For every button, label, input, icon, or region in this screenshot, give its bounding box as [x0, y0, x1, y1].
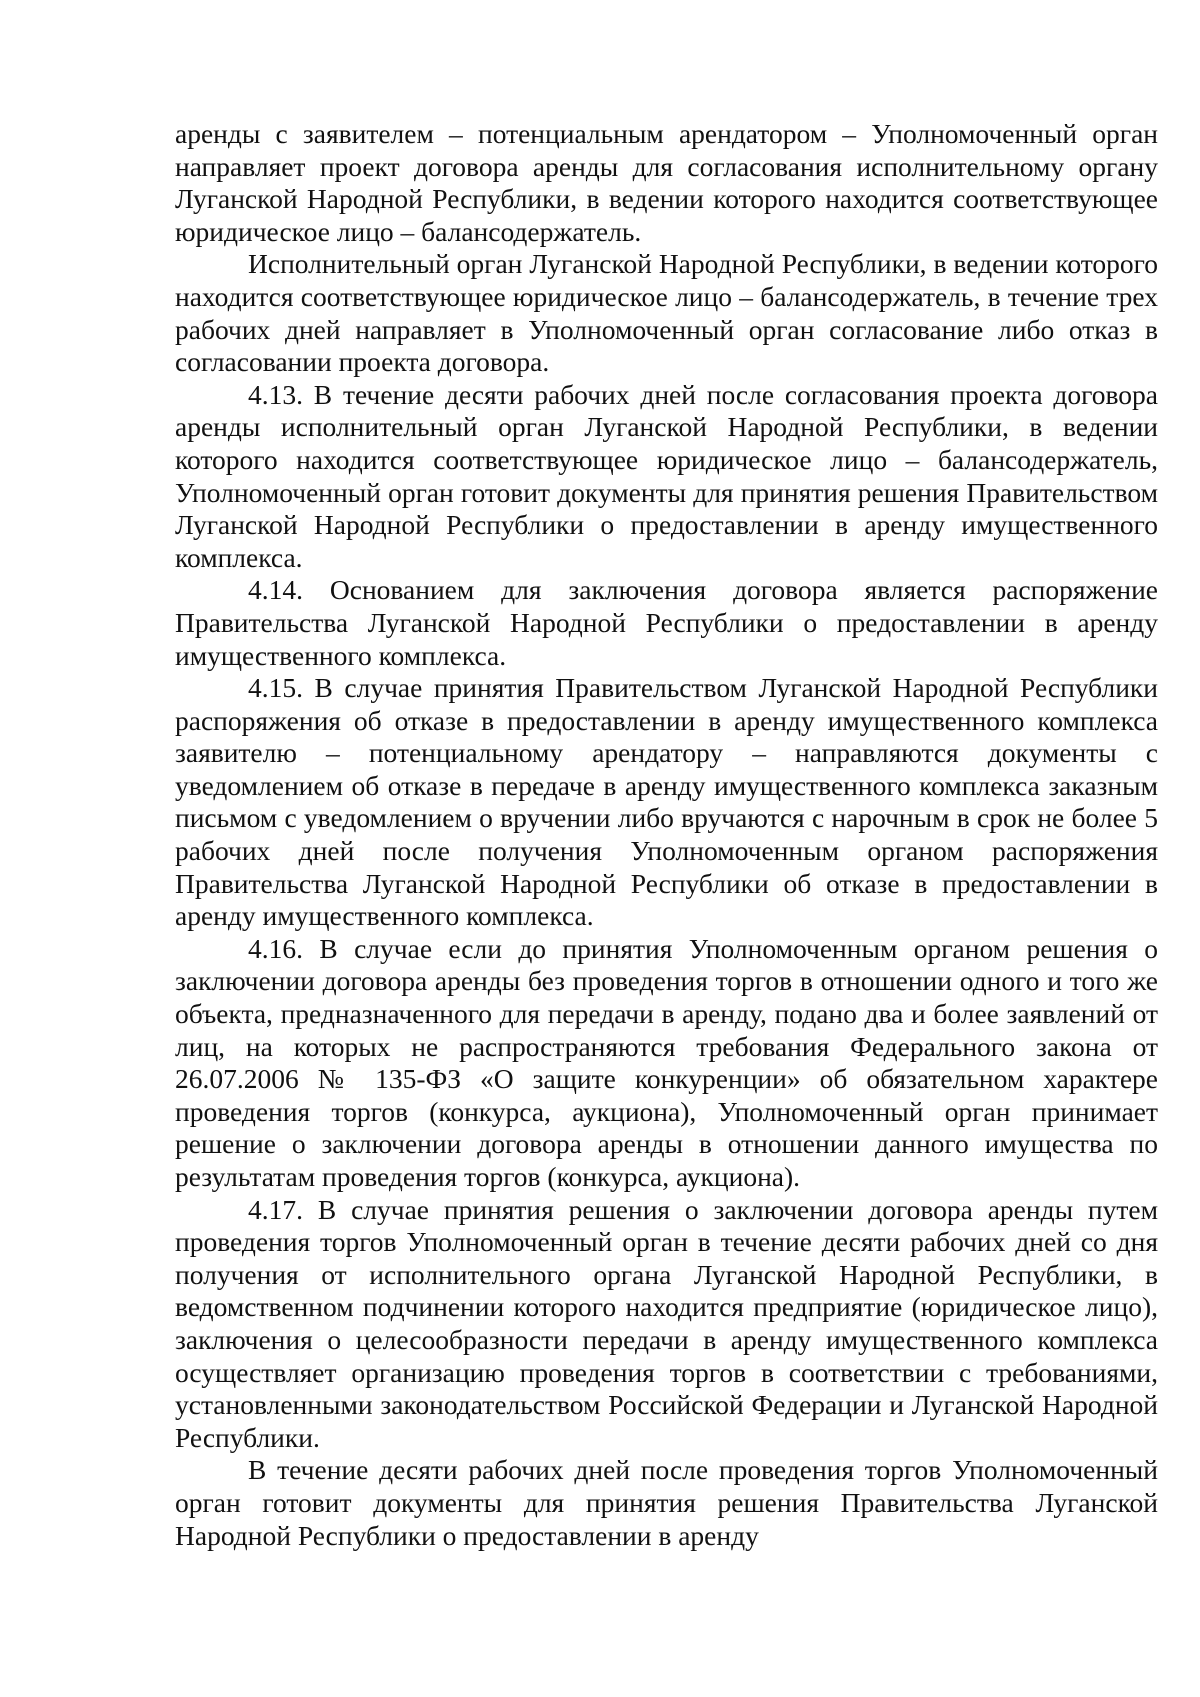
paragraph-4-14: 4.14. Основанием для заключения договора является распоряжение Правительства Луганской Народной Республики о предоставлении в аренду имущественного комплекса.	[175, 574, 1158, 671]
document-body	[175, 118, 1158, 1552]
paragraph-4-15: 4.15. В случае принятия Правительством Луганской Народной Республики распоряжения об отказе в предоставлении в аренду имущественного комплекса заявителю – потенциальному арендатору – направляются документы с уведомлением об отказе в передаче в аренду имущественного комплекса заказным письмом с уведомлением о вручении либо вручаются с нарочным в срок не более 5 рабочих дней после получения Уполномоченным органом распоряжения Правительства Луганской Народной Республики об отказе в предоставлении в аренду имущественного комплекса.	[175, 672, 1158, 932]
paragraph-4-13: 4.13. В течение десяти рабочих дней после согласования проекта договора аренды исполнительный орган Луганской Народной Республики, в ведении которого находится соответствующее юридическое лицо – балансодержатель, Уполномоченный орган готовит документы для принятия решения Правительством Луганской Народной Республики о предоставлении в аренду имущественного комплекса.	[175, 378, 1158, 573]
paragraph-after-tenders: В течение десяти рабочих дней после проведения торгов Уполномоченный орган готовит документы для принятия решения Правительства Луганской Народной Республики о предоставлении в аренду	[175, 1454, 1158, 1551]
paragraph-continuation: аренды с заявителем – потенциальным арендатором – Уполномоченный орган направляет проект договора аренды для согласования исполнительному органу Луганской Народной Республики, в ведении которого находится соответствующее юридическое лицо – балансодержатель.	[175, 118, 1158, 247]
paragraph-4-17: 4.17. В случае принятия решения о заключении договора аренды путем проведения торгов Уполномоченный орган в течение десяти рабочих дней со дня получения от исполнительного органа Луганской Народной Республики, в ведомственном подчинении которого находится предприятие (юридическое лицо), заключения о целесообразности передачи в аренду имущественного комплекса осуществляет организацию проведения торгов в соответствии с требованиями, установленными законодательством Российской Федерации и Луганской Народной Республики.	[175, 1193, 1158, 1453]
paragraph-executive-body-approval: Исполнительный орган Луганской Народной Республики, в ведении которого находится соответствующее юридическое лицо – балансодержатель, в течение трех рабочих дней направляет в Уполномоченный орган согласование либо отказ в согласовании проекта договора.	[175, 248, 1158, 378]
paragraph-4-16: 4.16. В случае если до принятия Уполномоченным органом решения о заключении договора аренды без проведения торгов в отношении одного и того же объекта, предназначенного для передачи в аренду, подано два и более заявлений от лиц, на которых не распространяются требования Федерального закона от 26.07.2006 № 135-ФЗ «О защите конкуренции» об обязательном характере проведения торгов (конкурса, аукциона), Уполномоченный орган принимает решение о заключении договора аренды в отношении данного имущества по результатам проведения торгов (конкурса, аукциона).	[175, 932, 1158, 1192]
